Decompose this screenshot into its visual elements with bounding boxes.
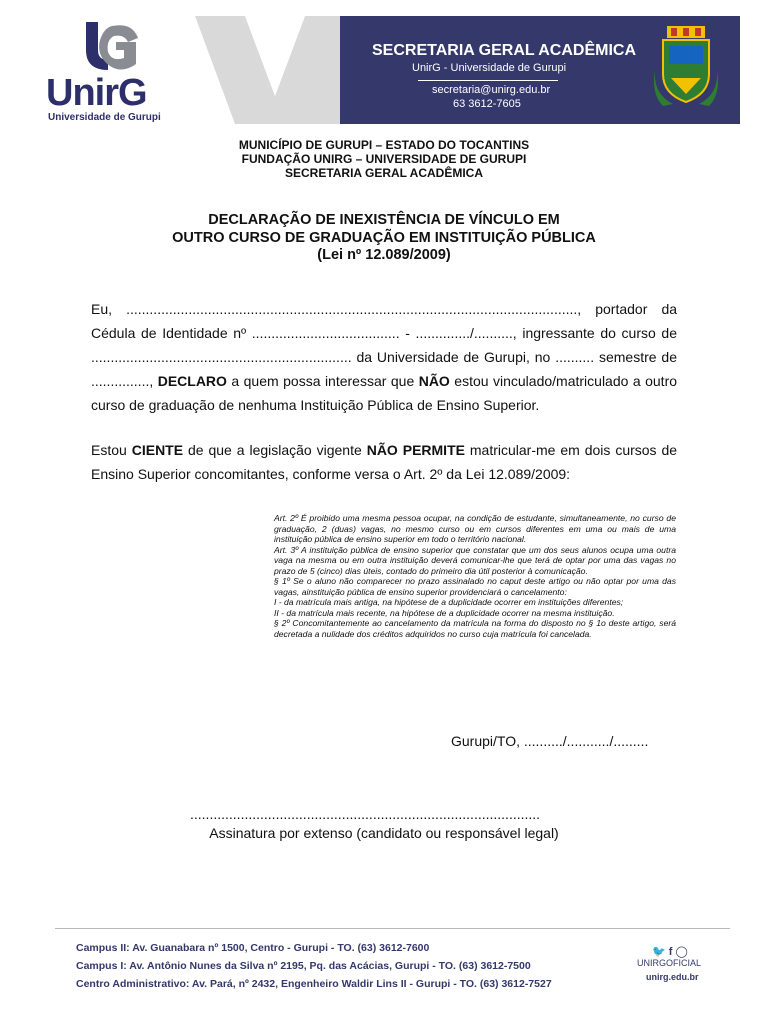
text-legislacao: de que a legislação vigente: [188, 442, 362, 458]
text-estou: Estou: [91, 442, 127, 458]
text-nao-permite: NÃO PERMITE: [366, 442, 465, 458]
text-matricular: matricular-me em dois cursos de: [469, 442, 677, 458]
declaration-paragraph: [91, 297, 677, 417]
text-nao: NÃO: [418, 373, 450, 389]
text-da: da: [661, 301, 677, 317]
signature-label: Assinatura por extenso (candidato ou responsável legal): [209, 825, 559, 841]
facebook-icon[interactable]: f: [668, 946, 673, 958]
awareness-line-2: Ensino Superior concomitantes, conforme versa o Art. 2º da Lei 12.089/2009:: [91, 466, 571, 482]
semester-dots: ..........: [555, 349, 595, 365]
instagram-icon[interactable]: ◯: [675, 946, 688, 958]
secretaria-banner: [340, 16, 740, 124]
document-title-2: OUTRO CURSO DE GRADUAÇÃO EM INSTITUIÇÃO PÚBLICA: [172, 230, 596, 246]
banner-subtitle: UnirG - Universidade de Gurupi: [412, 62, 567, 74]
document-title-3: (Lei nº 12.089/2009): [317, 247, 451, 263]
law-excerpt: [274, 513, 676, 639]
law-item-i: I - da matrícula mais antiga, na hipótese de a duplicidade ocorrer em instituições diferentes;: [274, 597, 624, 607]
footer-address-admin: Centro Administrativo: Av. Pará, nº 2432, Engenheiro Waldir Lins II - Gurupi - TO. (63) 3612-7527: [76, 978, 552, 990]
year-dots: ...............,: [91, 373, 154, 389]
banner-title: SECRETARIA GERAL ACADÊMICA: [372, 42, 637, 59]
banner-email: secretaria@unirg.edu.br: [432, 84, 551, 96]
declaration-line-5: curso de graduação de nenhuma Instituição Pública de Ensino Superior.: [91, 397, 540, 413]
declaration-line-1: [91, 297, 677, 321]
text-declaro: DECLARO: [157, 373, 227, 389]
declaration-line-4: [91, 369, 677, 393]
social-handle: UNIRGOFICIAL: [637, 958, 702, 968]
page-header: [0, 0, 768, 130]
social-icons: [652, 945, 688, 958]
document-title-1: DECLARAÇÃO DE INEXISTÊNCIA DE VÍNCULO EM: [208, 212, 560, 228]
text-quem-possa: a quem possa interessar que: [231, 373, 415, 389]
twitter-icon[interactable]: 🐦: [652, 946, 666, 958]
institution-line-3: SECRETARIA GERAL ACADÊMICA: [284, 166, 483, 180]
course-dots: ...................................................................: [91, 349, 352, 365]
footer-address-campus-2: Campus II: Av. Guanabara nº 1500, Centro - Gurupi - TO. (63) 3612-7600: [76, 942, 430, 954]
text-cedula: Cédula de Identidade nº: [91, 325, 247, 341]
declaration-line-2: [91, 321, 677, 345]
text-dash: -: [405, 325, 410, 341]
text-eu: Eu,: [91, 301, 113, 317]
logo-text: UnirG: [46, 72, 147, 114]
footer-divider: [55, 928, 730, 929]
footer-website[interactable]: unirg.edu.br: [646, 972, 699, 982]
text-universidade: da Universidade de Gurupi, no: [356, 349, 551, 365]
law-paragraph-2: § 2º Concomitantemente ao cancelamento da matrícula na forma do disposto no § 1o deste artigo, será decretada a nulidade dos créditos adquiridos no curso cuja matrícula foi cancelada.: [274, 618, 676, 639]
footer-address-campus-1: Campus I: Av. Antônio Nunes da Silva nº 2195, Pq. das Acácias, Gurupi - TO. (63) 3612-7500: [76, 960, 531, 972]
law-item-ii: II - da matrícula mais recente, na hipótese de a duplicidade ocorrer na mesma instituição.: [274, 607, 615, 618]
text-semestre: semestre de: [598, 349, 677, 365]
name-field-dots: ....................................................................................................................,: [126, 301, 582, 317]
institution-line-2: FUNDAÇÃO UNIRG – UNIVERSIDADE DE GURUPI: [241, 152, 527, 166]
signature-dots: ..........................................................................................: [190, 806, 541, 822]
date-line: Gurupi/TO, ........../.........../.........: [451, 733, 649, 749]
law-paragraph-1: § 1º Se o aluno não comparecer no prazo assinalado no caput deste artigo ou não optar por uma das vagas, ainstituição pública de ensino superior providenciará o cancelamento:: [274, 576, 676, 597]
text-portador: portador: [595, 301, 648, 317]
institution-line-1: MUNICÍPIO DE GURUPI – ESTADO DO TOCANTINS: [238, 138, 530, 152]
banner-divider: [418, 80, 558, 81]
issuer-dots: ............../..........,: [415, 325, 517, 341]
awareness-paragraph: [91, 438, 677, 486]
logo-subtitle: Universidade de Gurupi: [48, 112, 161, 123]
text-ciente: CIENTE: [131, 442, 184, 458]
law-article-3: Art. 3º A instituição pública de ensino superior que constatar que um dos seus alunos ocupa uma outra vaga na mesma ou em outra instituição deverá comunicar-lhe que terá de optar por uma das vagas no prazo de 5 (cinco) dias úteis, contado do primeiro dia útil posterior à comunicação.: [274, 544, 676, 576]
decorative-wedge: [195, 16, 355, 124]
text-vinculado: estou vinculado/matriculado a outro: [454, 373, 677, 389]
declaration-line-3: [91, 345, 677, 369]
unirg-logo-mark-icon: [82, 20, 142, 72]
banner-phone: 63 3612-7605: [453, 98, 521, 110]
gurupi-crest-icon: [653, 24, 719, 108]
text-ingressante: ingressante do curso de: [522, 325, 677, 341]
unirg-logo: [46, 20, 176, 123]
law-article-2: Art. 2º É proibido uma mesma pessoa ocupar, na condição de estudante, simultaneamente, no curso de graduação, 2 (duas) vagas, no mesmo curso ou em cursos diferentes em uma ou mais de uma instituição pública de ensino superior em todo o território nacional.: [274, 513, 676, 544]
awareness-line-1: [91, 438, 677, 462]
id-number-dots: ......................................: [251, 325, 400, 341]
